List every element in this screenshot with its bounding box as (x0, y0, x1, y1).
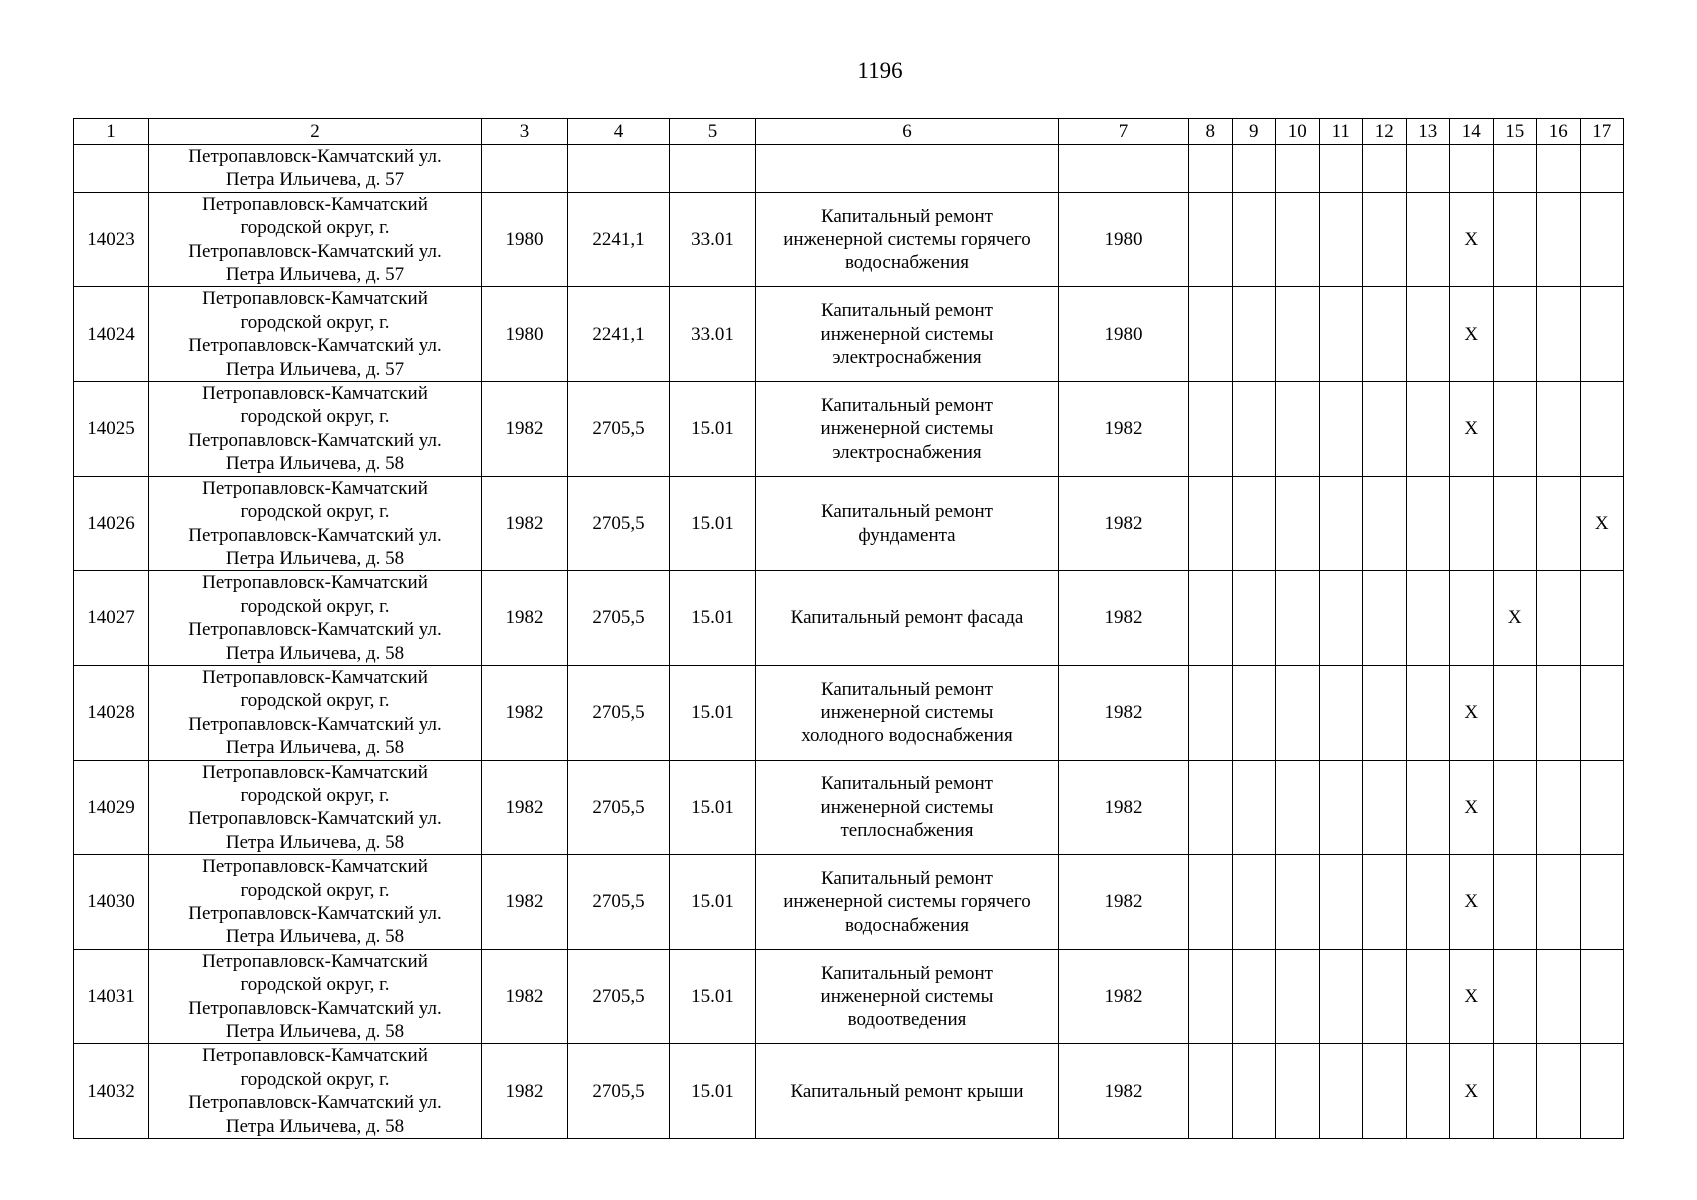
cell-year-built: 1982 (482, 571, 568, 666)
cell-mark (1363, 287, 1407, 382)
cell-mark (1276, 192, 1320, 287)
work-line: фундамента (858, 524, 956, 546)
cell-year-built: 1982 (482, 949, 568, 1044)
cell-mark (1189, 382, 1233, 477)
address-line: Петра Ильичева, д. 58 (225, 737, 405, 759)
table-row (74, 665, 1624, 760)
cell-mark (1493, 192, 1537, 287)
address-line: Петропавловск-Камчатский (202, 383, 428, 405)
cell-mark (1232, 287, 1276, 382)
cell-mark: X (1450, 760, 1494, 855)
cell-mark (1363, 665, 1407, 760)
cell-mark (1406, 476, 1450, 571)
cell-mark (1537, 760, 1581, 855)
cell-mark (1580, 287, 1624, 382)
cell-mark (1276, 287, 1320, 382)
cell-area: 2241,1 (568, 192, 670, 287)
work-line: Капитальный ремонт (820, 501, 993, 523)
cell-mark (1276, 855, 1320, 950)
address-line: Петра Ильичева, д. 57 (225, 264, 405, 286)
cell-mark (1450, 476, 1494, 571)
column-header: 8 (1189, 119, 1233, 145)
cell-mark (1406, 145, 1450, 193)
address-line: Петропавловск-Камчатский ул. (188, 429, 442, 451)
cell-year: 1980 (1059, 287, 1189, 382)
cell-work (756, 760, 1059, 855)
cell-mark (1276, 145, 1320, 193)
cell-year-built: 1982 (482, 760, 568, 855)
address-line: Петра Ильичева, д. 58 (225, 1021, 405, 1043)
cell-mark: X (1450, 949, 1494, 1044)
column-header: 11 (1319, 119, 1363, 145)
table-row (74, 949, 1624, 1044)
column-header: 6 (756, 119, 1059, 145)
cell-work (756, 949, 1059, 1044)
page-number: 1196 (857, 58, 903, 83)
cell-year: 1982 (1059, 760, 1189, 855)
cell-year: 1982 (1059, 949, 1189, 1044)
cell-year: 1980 (1059, 192, 1189, 287)
cell-code: 15.01 (670, 949, 756, 1044)
cell-year (1059, 145, 1189, 193)
cell-mark (1493, 476, 1537, 571)
address-line: Петра Ильичева, д. 58 (225, 642, 405, 664)
column-header: 4 (568, 119, 670, 145)
cell-work (756, 476, 1059, 571)
cell-mark (1319, 476, 1363, 571)
cell-year-built: 1982 (482, 1044, 568, 1139)
cell-work (756, 287, 1059, 382)
address-line: Петропавловск-Камчатский ул. (188, 903, 442, 924)
cell-mark (1493, 145, 1537, 193)
cell-mark (1580, 382, 1624, 477)
cell-year: 1982 (1059, 1044, 1189, 1139)
cell-mark (1189, 760, 1233, 855)
cell-address (149, 1044, 482, 1139)
table-row (74, 192, 1624, 287)
cell-id: 14029 (74, 760, 149, 855)
cell-year-built: 1980 (482, 287, 568, 382)
cell-code: 15.01 (670, 760, 756, 855)
work-line: инженерной системы (820, 418, 994, 440)
cell-year-built: 1982 (482, 476, 568, 571)
cell-mark (1232, 949, 1276, 1044)
cell-year: 1982 (1059, 665, 1189, 760)
cell-mark: X (1450, 855, 1494, 950)
cell-year-built: 1982 (482, 855, 568, 950)
address-line: Петропавловск-Камчатский ул. (188, 240, 442, 262)
cell-mark (1406, 949, 1450, 1044)
cell-mark (1580, 949, 1624, 1044)
cell-code: 15.01 (670, 571, 756, 666)
work-line: Капитальный ремонт крыши (790, 1080, 1024, 1102)
cell-year: 1982 (1059, 382, 1189, 477)
cell-mark (1363, 760, 1407, 855)
cell-mark (1319, 145, 1363, 193)
cell-mark (1189, 476, 1233, 571)
cell-mark (1189, 1044, 1233, 1139)
cell-id: 14030 (74, 855, 149, 950)
column-header: 17 (1580, 119, 1624, 145)
work-line: электроснабжения (832, 441, 982, 463)
cell-area: 2241,1 (568, 287, 670, 382)
cell-year-built: 1982 (482, 665, 568, 760)
cell-address (149, 192, 482, 287)
address-line: Петропавловск-Камчатский (202, 477, 428, 499)
cell-code: 33.01 (670, 287, 756, 382)
cell-year-built: 1982 (482, 382, 568, 477)
cell-id: 14032 (74, 1044, 149, 1139)
cell-mark (1232, 760, 1276, 855)
column-header: 15 (1493, 119, 1537, 145)
table-row (74, 760, 1624, 855)
cell-address (149, 382, 482, 477)
cell-year: 1982 (1059, 476, 1189, 571)
cell-mark (1537, 145, 1581, 193)
address-line: Петропавловск-Камчатский ул. (188, 619, 442, 641)
cell-mark (1537, 949, 1581, 1044)
work-line: теплоснабжения (840, 820, 974, 842)
work-line: Капитальный ремонт (820, 962, 993, 984)
address-line: Петропавловск-Камчатский (202, 193, 428, 215)
cell-id: 14028 (74, 665, 149, 760)
address-line: Петропавловск-Камчатский ул. (188, 713, 442, 735)
address-line: городской округ, г. (240, 974, 390, 996)
work-line: водоотведения (847, 1009, 967, 1031)
cell-mark (1189, 145, 1233, 193)
cell-area: 2705,5 (568, 571, 670, 666)
cell-mark (1406, 382, 1450, 477)
cell-mark (1406, 287, 1450, 382)
work-line: инженерной системы (820, 796, 994, 818)
work-line: инженерной системы горячего (783, 891, 1031, 913)
cell-mark (1319, 287, 1363, 382)
cell-mark (1493, 855, 1537, 950)
work-line: Капитальный ремонт (820, 678, 993, 700)
cell-code: 15.01 (670, 855, 756, 950)
cell-mark (1580, 760, 1624, 855)
cell-mark (1363, 145, 1407, 193)
address-line: Петропавловск-Камчатский ул. (188, 524, 442, 546)
cell-mark (1276, 665, 1320, 760)
cell-mark (1580, 192, 1624, 287)
work-line: Капитальный ремонт (820, 205, 993, 227)
address-line: Петропавловск-Камчатский ул. (188, 997, 442, 1019)
cell-mark (1537, 476, 1581, 571)
cell-mark (1493, 287, 1537, 382)
work-line: инженерной системы (820, 323, 994, 345)
cell-mark (1537, 287, 1581, 382)
cell-id: 14024 (74, 287, 149, 382)
cell-work (756, 145, 1059, 193)
cell-mark: X (1450, 665, 1494, 760)
cell-code: 15.01 (670, 382, 756, 477)
cell-mark (1276, 760, 1320, 855)
cell-mark (1580, 855, 1624, 950)
cell-address (149, 287, 482, 382)
column-header: 3 (482, 119, 568, 145)
address-line: Петропавловск-Камчатский (202, 572, 428, 594)
cell-mark (1189, 571, 1233, 666)
cell-mark (1363, 382, 1407, 477)
cell-code (670, 145, 756, 193)
cell-mark (1189, 949, 1233, 1044)
column-number-header (74, 119, 1624, 145)
cell-work (756, 382, 1059, 477)
cell-work (756, 665, 1059, 760)
cell-mark (1580, 145, 1624, 193)
cell-mark: X (1580, 476, 1624, 571)
column-header: 16 (1537, 119, 1581, 145)
cell-mark: X (1450, 382, 1494, 477)
cell-mark (1580, 1044, 1624, 1139)
cell-mark (1276, 382, 1320, 477)
table-row (74, 571, 1624, 666)
cell-mark (1319, 382, 1363, 477)
address-line: Петра Ильичева, д. 58 (225, 926, 405, 948)
column-header: 14 (1450, 119, 1494, 145)
work-line: инженерной системы (820, 702, 994, 724)
cell-mark (1493, 1044, 1537, 1139)
cell-mark: X (1493, 571, 1537, 666)
cell-code: 15.01 (670, 665, 756, 760)
cell-mark (1319, 1044, 1363, 1139)
column-header: 2 (149, 119, 482, 145)
cell-mark (1276, 476, 1320, 571)
cell-mark (1580, 571, 1624, 666)
address-line: городской округ, г. (240, 690, 390, 712)
cell-mark (1319, 571, 1363, 666)
column-header: 1 (74, 119, 149, 145)
cell-year-built: 1980 (482, 192, 568, 287)
cell-mark (1189, 665, 1233, 760)
cell-mark (1232, 855, 1276, 950)
cell-mark (1276, 949, 1320, 1044)
address-line: городской округ, г. (240, 784, 390, 806)
cell-mark (1537, 665, 1581, 760)
address-line: городской округ, г. (240, 501, 390, 523)
cell-area: 2705,5 (568, 855, 670, 950)
address-line: Петропавловск-Камчатский ул. (188, 146, 442, 167)
address-line: Петра Ильичева, д. 58 (225, 831, 405, 853)
cell-work (756, 192, 1059, 287)
cell-area: 2705,5 (568, 665, 670, 760)
cell-work (756, 855, 1059, 950)
address-line: городской округ, г. (240, 595, 390, 617)
cell-id: 14031 (74, 949, 149, 1044)
work-line: водоснабжения (844, 914, 970, 936)
column-header: 10 (1276, 119, 1320, 145)
cell-mark (1406, 665, 1450, 760)
cell-year-built (482, 145, 568, 193)
address-line: Петра Ильичева, д. 58 (225, 453, 405, 475)
work-line: холодного водоснабжения (801, 725, 1013, 747)
cell-mark (1319, 949, 1363, 1044)
address-line: городской округ, г. (240, 311, 390, 333)
cell-address (149, 665, 482, 760)
address-line: городской округ, г. (240, 1068, 390, 1090)
cell-mark (1363, 949, 1407, 1044)
cell-mark (1189, 855, 1233, 950)
cell-address (149, 145, 482, 193)
cell-mark (1450, 571, 1494, 666)
cell-mark (1493, 382, 1537, 477)
cell-id (74, 145, 149, 193)
address-line: Петра Ильичева, д. 58 (225, 1115, 405, 1137)
cell-mark (1232, 571, 1276, 666)
cell-area: 2705,5 (568, 949, 670, 1044)
cell-mark (1232, 145, 1276, 193)
cell-mark (1232, 1044, 1276, 1139)
cell-mark: X (1450, 192, 1494, 287)
cell-mark (1319, 665, 1363, 760)
column-header: 13 (1406, 119, 1450, 145)
work-line: электроснабжения (832, 346, 982, 368)
address-line: Петропавловск-Камчатский (202, 856, 428, 878)
table-row (74, 382, 1624, 477)
cell-id: 14027 (74, 571, 149, 666)
cell-mark (1319, 760, 1363, 855)
cell-mark (1493, 760, 1537, 855)
table-row (74, 1044, 1624, 1139)
cell-mark (1537, 382, 1581, 477)
cell-mark (1537, 571, 1581, 666)
cell-mark (1537, 855, 1581, 950)
cell-code: 15.01 (670, 1044, 756, 1139)
cell-mark (1319, 855, 1363, 950)
work-line: Капитальный ремонт (820, 300, 993, 322)
address-line: Петра Ильичева, д. 57 (225, 169, 405, 191)
cell-address (149, 855, 482, 950)
address-line: городской округ, г. (240, 217, 390, 239)
cell-mark (1406, 192, 1450, 287)
cell-year: 1982 (1059, 571, 1189, 666)
cell-id: 14026 (74, 476, 149, 571)
cell-mark (1232, 382, 1276, 477)
cell-area: 2705,5 (568, 1044, 670, 1139)
cell-mark (1580, 665, 1624, 760)
column-header: 5 (670, 119, 756, 145)
cell-mark: X (1450, 287, 1494, 382)
cell-mark (1232, 476, 1276, 571)
cell-mark (1406, 760, 1450, 855)
cell-area (568, 145, 670, 193)
table-row (74, 855, 1624, 950)
capital-repair-table (73, 118, 1624, 1139)
cell-mark (1406, 855, 1450, 950)
cell-mark (1493, 949, 1537, 1044)
cell-address (149, 571, 482, 666)
address-line: Петропавловск-Камчатский ул. (188, 808, 442, 830)
cell-address (149, 760, 482, 855)
cell-mark (1232, 192, 1276, 287)
work-line: водоснабжения (844, 252, 970, 274)
table-row (74, 476, 1624, 571)
cell-mark: X (1450, 1044, 1494, 1139)
work-line: Капитальный ремонт (820, 394, 993, 416)
address-line: Петропавловск-Камчатский ул. (188, 335, 442, 357)
column-header: 12 (1363, 119, 1407, 145)
cell-work (756, 571, 1059, 666)
cell-mark (1450, 145, 1494, 193)
address-line: Петра Ильичева, д. 57 (225, 358, 405, 380)
cell-mark (1406, 1044, 1450, 1139)
address-line: Петропавловск-Камчатский (202, 666, 428, 688)
address-line: Петропавловск-Камчатский (202, 761, 428, 783)
cell-mark (1537, 192, 1581, 287)
cell-mark (1493, 665, 1537, 760)
column-header: 7 (1059, 119, 1189, 145)
address-line: Петропавловск-Камчатский ул. (188, 1092, 442, 1114)
cell-mark (1232, 665, 1276, 760)
cell-address (149, 949, 482, 1044)
cell-code: 15.01 (670, 476, 756, 571)
cell-mark (1363, 855, 1407, 950)
work-line: Капитальный ремонт (820, 773, 993, 795)
column-header: 9 (1232, 119, 1276, 145)
address-line: Петропавловск-Камчатский (202, 288, 428, 310)
cell-area: 2705,5 (568, 476, 670, 571)
cell-id: 14023 (74, 192, 149, 287)
cell-mark (1276, 1044, 1320, 1139)
work-line: инженерной системы (820, 985, 994, 1007)
continuation-row (74, 145, 1624, 193)
table-row (74, 287, 1624, 382)
cell-mark (1363, 571, 1407, 666)
cell-mark (1363, 476, 1407, 571)
address-line: Петропавловск-Камчатский (202, 950, 428, 972)
address-line: Петропавловск-Камчатский (202, 1045, 428, 1067)
cell-mark (1189, 192, 1233, 287)
cell-address (149, 476, 482, 571)
cell-id: 14025 (74, 382, 149, 477)
cell-area: 2705,5 (568, 760, 670, 855)
cell-code: 33.01 (670, 192, 756, 287)
cell-mark (1363, 192, 1407, 287)
work-line: инженерной системы горячего (783, 228, 1031, 250)
cell-mark (1537, 1044, 1581, 1139)
cell-mark (1276, 571, 1320, 666)
cell-area: 2705,5 (568, 382, 670, 477)
cell-mark (1406, 571, 1450, 666)
cell-mark (1319, 192, 1363, 287)
address-line: городской округ, г. (240, 879, 390, 901)
work-line: Капитальный ремонт фасада (790, 607, 1024, 629)
cell-year: 1982 (1059, 855, 1189, 950)
cell-mark (1363, 1044, 1407, 1139)
address-line: Петра Ильичева, д. 58 (225, 547, 405, 569)
cell-work (756, 1044, 1059, 1139)
work-line: Капитальный ремонт (820, 867, 993, 889)
cell-mark (1189, 287, 1233, 382)
address-line: городской округ, г. (240, 406, 390, 428)
